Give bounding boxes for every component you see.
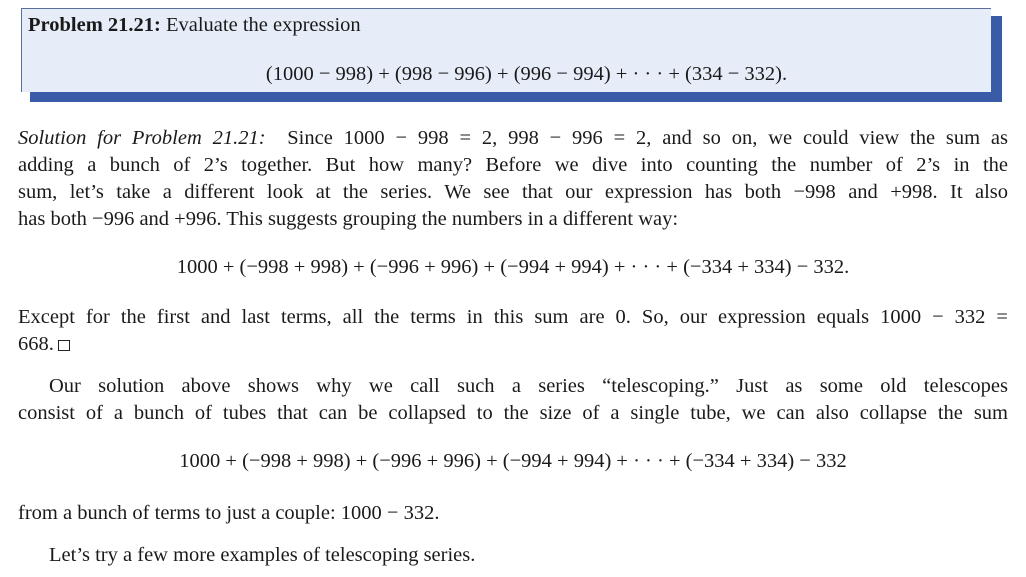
telescoping-paragraph bbox=[18, 373, 1008, 427]
conclusion-line-1: Except for the first and last terms, all the terms in this sum are 0. So, our expression equals 1000 − 332 = bbox=[18, 306, 1008, 328]
conclusion-line-2 bbox=[18, 331, 1008, 358]
telescoping-line-2: consist of a bunch of tubes that can be collapsed to the size of a single tube, we can also collapse the sum bbox=[18, 402, 1008, 424]
conclusion-paragraph bbox=[18, 304, 1008, 358]
problem-box-shadow-right bbox=[990, 16, 1002, 102]
solution-line-1 bbox=[18, 125, 1008, 152]
problem-heading bbox=[28, 14, 361, 37]
grouped-expression: 1000 + (−998 + 998) + (−996 + 996) + (−994 + 994) + · · · + (−334 + 334) − 332. bbox=[176, 256, 850, 278]
conclusion-value: 668. bbox=[18, 333, 54, 355]
solution-line-2: adding a bunch of 2’s together. But how many? Before we dive into counting the number of 2’s in the bbox=[18, 154, 1008, 176]
solution-line-4: has both −996 and +996. This suggests grouping the numbers in a different way: bbox=[18, 208, 679, 230]
problem-label: Problem 21.21: bbox=[28, 14, 161, 36]
solution-paragraph bbox=[18, 125, 1008, 233]
solution-line-3: sum, let’s take a different look at the series. We see that our expression has both −998 and +998. It also bbox=[18, 181, 1008, 203]
after-expression-text: from a bunch of terms to just a couple: 1000 − 332. bbox=[18, 502, 440, 524]
telescoping-expression: 1000 + (−998 + 998) + (−996 + 996) + (−994 + 994) + · · · + (−334 + 334) − 332 bbox=[179, 450, 847, 472]
solution-line-1-text: Since 1000 − 998 = 2, 998 − 996 = 2, and so on, we could view the sum as bbox=[287, 127, 1008, 149]
problem-prompt: Evaluate the expression bbox=[165, 14, 361, 36]
next-examples-text: Let’s try a few more examples of telescoping series. bbox=[49, 544, 476, 566]
problem-expression: (1000 − 998) + (998 − 996) + (996 − 994) + · · · + (334 − 332). bbox=[265, 63, 788, 85]
solution-label: Solution for Problem 21.21: bbox=[18, 127, 266, 149]
qed-box-icon bbox=[58, 340, 70, 351]
telescoping-line-1: Our solution above shows why we call such a series “telescoping.” Just as some old telescopes bbox=[49, 375, 1008, 397]
problem-box-shadow-bottom bbox=[30, 91, 1002, 102]
problem-box bbox=[21, 8, 991, 92]
